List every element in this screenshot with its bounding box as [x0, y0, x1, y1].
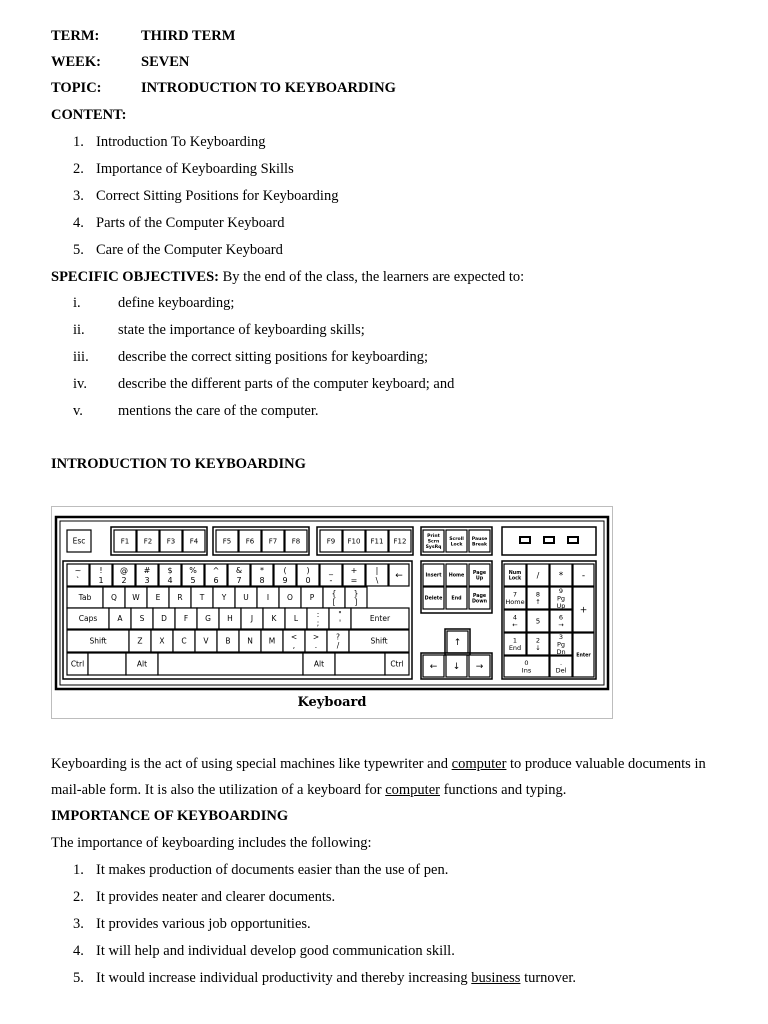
key-shift-label: @: [120, 566, 128, 575]
svg-text:6: 6: [558, 613, 564, 622]
svg-text:Home: Home: [505, 598, 525, 607]
objective-numeral: v.: [73, 403, 83, 419]
svg-text:[: [: [332, 597, 336, 607]
svg-text:W: W: [132, 593, 140, 603]
svg-text:Pause: Pause: [471, 536, 488, 542]
svg-text:←: ←: [512, 621, 518, 630]
keyboard-key: [573, 564, 594, 586]
keyboard-key: [257, 587, 279, 608]
topic-value: INTRODUCTION TO KEYBOARDING: [141, 80, 396, 96]
computer-link[interactable]: computer: [451, 756, 507, 772]
svg-text:F4: F4: [189, 537, 199, 546]
keyboard-key: [469, 564, 490, 586]
section-heading-introduction: INTRODUCTION TO KEYBOARDING: [51, 456, 306, 472]
importance-item: [96, 969, 576, 987]
svg-text:Shift: Shift: [370, 636, 388, 646]
svg-text:Ins: Ins: [521, 666, 532, 675]
keyboard-key: [527, 633, 549, 655]
keyboard-key: [137, 530, 159, 552]
keyboard-key: [446, 530, 467, 552]
keyboard-key: [305, 630, 327, 652]
svg-text:Enter: Enter: [576, 653, 591, 659]
keyboard-key: [239, 530, 261, 552]
keyboard-key: [175, 608, 197, 629]
keyboard-key: [351, 608, 409, 629]
svg-text:Up: Up: [556, 601, 566, 610]
svg-text:→: →: [558, 621, 564, 630]
importance-item-number: 1.: [73, 862, 84, 878]
svg-text:{: {: [331, 588, 337, 598]
key-shift-label: ): [306, 566, 310, 575]
keyboard-key: [320, 530, 342, 552]
importance-item-number: 4.: [73, 943, 84, 959]
paragraph-text: functions and typing.: [439, 782, 567, 798]
keyboard-figure: [51, 506, 613, 719]
svg-text:←: ←: [429, 662, 438, 673]
keyboard-key: [219, 608, 241, 629]
paragraph-line-2: [51, 781, 566, 799]
svg-text:F1: F1: [120, 537, 130, 546]
key-label: =: [350, 576, 358, 585]
svg-text::: :: [316, 609, 320, 619]
svg-text:F12: F12: [393, 537, 407, 546]
svg-text:A: A: [117, 614, 123, 624]
keyboard-key: [550, 633, 572, 656]
key-shift-label: #: [143, 566, 151, 575]
keyboard-key: [303, 653, 335, 675]
keyboard-key: [504, 610, 526, 632]
svg-text:Z: Z: [137, 636, 143, 646]
svg-text:T: T: [199, 593, 205, 603]
svg-text:Del: Del: [555, 666, 567, 675]
importance-item-number: 3.: [73, 916, 84, 932]
key-label: 0: [305, 576, 311, 585]
keyboard-key: [153, 608, 175, 629]
key-shift-label: (: [283, 566, 287, 575]
keyboard-key: [279, 587, 301, 608]
svg-text:↓: ↓: [535, 644, 541, 653]
svg-text:Insert: Insert: [425, 573, 442, 579]
svg-text:H: H: [227, 614, 233, 624]
svg-text:L: L: [293, 614, 299, 624]
svg-text:F: F: [183, 614, 189, 624]
keyboard-key: [173, 630, 195, 652]
keyboard-key: [527, 610, 549, 632]
svg-text:X: X: [159, 636, 165, 646]
svg-text:Y: Y: [221, 593, 227, 603]
keyboard-key: [550, 587, 572, 610]
svg-text:G: G: [205, 614, 211, 624]
importance-item-text: It would increase individual productivity and thereby increasing: [96, 970, 472, 986]
keyboard-key: [307, 608, 329, 629]
keyboard-key: [389, 530, 411, 552]
svg-text:Q: Q: [111, 593, 117, 603]
svg-text:Num: Num: [508, 570, 522, 576]
keyboard-key: [469, 530, 490, 552]
svg-text:1: 1: [512, 636, 518, 645]
key-label: 6: [213, 576, 219, 585]
importance-item: It provides various job opportunities.: [96, 916, 311, 932]
svg-text:/: /: [336, 640, 340, 650]
keyboard-key: [423, 530, 444, 552]
paragraph-text: Keyboarding is the act of using special machines like typewriter and: [51, 756, 452, 772]
content-item: Introduction To Keyboarding: [96, 134, 266, 150]
keyboard-key: [239, 630, 261, 652]
keyboard-key: [469, 655, 490, 677]
svg-text:8: 8: [535, 590, 541, 599]
objective-numeral: i.: [73, 295, 81, 311]
svg-text:I: I: [266, 593, 270, 603]
objective-item: define keyboarding;: [118, 295, 235, 311]
svg-text:": ": [338, 609, 342, 619]
svg-text:Dn: Dn: [556, 647, 566, 656]
content-item-number: 5.: [73, 242, 84, 258]
svg-text:Home: Home: [448, 573, 465, 579]
svg-text:K: K: [271, 614, 277, 624]
svg-text:;: ;: [316, 618, 320, 628]
keyboard-key: [241, 608, 263, 629]
svg-text:D: D: [161, 614, 167, 624]
importance-item: It will help and individual develop good communication skill.: [96, 943, 455, 959]
keyboard-key: [195, 630, 217, 652]
week-value: SEVEN: [141, 54, 190, 70]
svg-text:End: End: [508, 644, 522, 653]
svg-text:5: 5: [535, 617, 541, 626]
svg-text:N: N: [247, 636, 253, 646]
term-label: TERM:: [51, 28, 100, 44]
svg-text:*: *: [558, 571, 564, 582]
svg-text:Tab: Tab: [78, 593, 92, 603]
svg-text:F10: F10: [347, 537, 361, 546]
key-shift-label: *: [260, 566, 264, 575]
svg-text:F8: F8: [291, 537, 301, 546]
keyboard-key: [504, 564, 526, 586]
svg-text:Break: Break: [471, 542, 488, 548]
keyboard-key: [423, 587, 444, 609]
keyboard-key: [109, 608, 131, 629]
keyboard-key: [573, 633, 594, 677]
svg-text:Lock: Lock: [450, 542, 463, 548]
svg-text:<: <: [290, 632, 298, 642]
importance-item-number: 2.: [73, 889, 84, 905]
importance-item-text: turnover.: [520, 970, 577, 986]
svg-text:V: V: [203, 636, 209, 646]
key-shift-label: _: [329, 566, 333, 575]
svg-text:?: ?: [336, 632, 340, 642]
svg-text:S: S: [139, 614, 145, 624]
svg-text:Up: Up: [475, 576, 484, 582]
paragraph-text: to produce valuable documents in: [506, 756, 706, 772]
key-label: 5: [190, 576, 196, 585]
keyboard-key: [343, 530, 365, 552]
keyboard-key: [183, 530, 205, 552]
importance-item: It provides neater and clearer documents.: [96, 889, 336, 905]
svg-text:Scrn: Scrn: [427, 539, 440, 545]
keyboard-key: [423, 564, 444, 586]
keyboard-key: [160, 530, 182, 552]
keyboard-key: [126, 653, 158, 675]
content-item-number: 2.: [73, 161, 84, 177]
keyboard-key: [423, 655, 444, 677]
svg-text:Alt: Alt: [313, 659, 325, 669]
keyboard-key: [527, 564, 549, 586]
keyboard-key: [131, 608, 153, 629]
key-shift-label: +: [350, 566, 358, 575]
key-shift-label: &: [235, 566, 243, 575]
key-label: 8: [259, 576, 265, 585]
keyboard-key: [573, 587, 594, 632]
keyboard-key: [366, 530, 388, 552]
keyboard-key: [349, 630, 409, 652]
svg-text:-: -: [581, 571, 586, 582]
key-label: 3: [144, 576, 150, 585]
importance-item: It makes production of documents easier than the use of pen.: [96, 862, 449, 878]
objective-numeral: ii.: [73, 322, 85, 338]
importance-intro: The importance of keyboarding includes the following:: [51, 835, 372, 851]
indicator-light-icon: [544, 537, 554, 543]
svg-text:Caps: Caps: [78, 614, 98, 624]
keyboard-key: [217, 630, 239, 652]
keyboard-key: [446, 587, 467, 609]
business-link[interactable]: business: [471, 970, 521, 986]
svg-text:Down: Down: [471, 599, 488, 605]
svg-text:Shift: Shift: [89, 636, 107, 646]
svg-text:P: P: [309, 593, 315, 603]
keyboard-key: [147, 587, 169, 608]
svg-text:Esc: Esc: [72, 536, 86, 546]
keyboard-key: [335, 653, 385, 675]
svg-text:]: ]: [354, 597, 358, 607]
term-value: THIRD TERM: [141, 28, 236, 44]
keyboard-key: [114, 530, 136, 552]
svg-text:U: U: [243, 593, 249, 603]
objective-item: describe the different parts of the computer keyboard; and: [118, 376, 455, 392]
content-item-number: 3.: [73, 188, 84, 204]
key-label: 7: [236, 576, 242, 585]
objective-numeral: iv.: [73, 376, 87, 392]
keyboard-key: [67, 530, 91, 552]
svg-text:9: 9: [558, 586, 564, 595]
svg-text:3: 3: [558, 632, 564, 641]
key-shift-label: !: [99, 566, 103, 575]
keyboard-key: [447, 631, 468, 653]
paragraph-text: mail-able form. It is also the utilization of a keyboard for: [51, 782, 386, 798]
keyboard-key: [389, 564, 409, 586]
svg-text:B: B: [225, 636, 231, 646]
content-item-number: 4.: [73, 215, 84, 231]
svg-text:SysRq: SysRq: [425, 545, 442, 551]
svg-text:Ctrl: Ctrl: [390, 659, 404, 669]
keyboard-illustration: [52, 507, 612, 718]
svg-text:}: }: [353, 588, 359, 598]
key-label: `: [76, 576, 80, 585]
svg-text:J: J: [250, 614, 254, 624]
paragraph-line-1: [51, 755, 706, 773]
content-item: Care of the Computer Keyboard: [96, 242, 283, 258]
indicator-light-icon: [520, 537, 530, 543]
indicator-light-icon: [568, 537, 578, 543]
key-label: 1: [98, 576, 104, 585]
content-item-number: 1.: [73, 134, 84, 150]
content-item: Importance of Keyboarding Skills: [96, 161, 294, 177]
svg-text:.: .: [314, 640, 318, 650]
section-heading-importance: IMPORTANCE OF KEYBOARDING: [51, 808, 289, 824]
svg-text:Lock: Lock: [508, 576, 522, 582]
content-heading: CONTENT:: [51, 107, 127, 123]
keyboard-key: [469, 587, 490, 609]
svg-text:↑: ↑: [453, 638, 462, 649]
keyboard-key: [151, 630, 173, 652]
keyboard-key: [385, 653, 409, 675]
svg-text:Delete: Delete: [424, 596, 443, 602]
keyboard-key: [285, 530, 307, 552]
svg-text:F3: F3: [166, 537, 176, 546]
svg-text:Page: Page: [472, 593, 487, 599]
svg-text:R: R: [177, 593, 183, 603]
svg-text:Pg: Pg: [556, 594, 566, 603]
keyboard-key: [67, 608, 109, 629]
keyboard-key: [125, 587, 147, 608]
keyboard-key: [216, 530, 238, 552]
keyboard-key: [191, 587, 213, 608]
svg-text:Ctrl: Ctrl: [70, 659, 85, 669]
svg-text:4: 4: [512, 613, 518, 622]
keyboard-key: [504, 656, 549, 677]
key-shift-label: %: [189, 566, 197, 575]
svg-text:←: ←: [395, 571, 403, 582]
objective-numeral: iii.: [73, 349, 89, 365]
svg-text:M: M: [268, 636, 276, 646]
keyboard-key: [263, 608, 285, 629]
svg-text:O: O: [287, 593, 293, 603]
svg-text:E: E: [155, 593, 161, 603]
keyboard-key: [261, 630, 283, 652]
keyboard-key: [129, 630, 151, 652]
keyboard-key: [158, 653, 303, 675]
content-item: Parts of the Computer Keyboard: [96, 215, 285, 231]
keyboard-key: [283, 630, 305, 652]
keyboard-key: [301, 587, 323, 608]
svg-text:F9: F9: [326, 537, 336, 546]
keyboard-key: [446, 564, 467, 586]
computer-link[interactable]: computer: [385, 782, 440, 798]
svg-text:': ': [338, 618, 342, 628]
svg-text:.: .: [559, 659, 563, 668]
keyboard-key: [235, 587, 257, 608]
keyboard-key: [323, 587, 345, 608]
svg-text:C: C: [181, 636, 187, 646]
key-shift-label: $: [167, 566, 173, 575]
keyboard-key: [527, 587, 549, 609]
key-label: 2: [121, 576, 127, 585]
keyboard-key: [550, 564, 572, 586]
svg-text:F6: F6: [245, 537, 255, 546]
svg-text:Page: Page: [472, 570, 487, 576]
svg-text:→: →: [475, 662, 484, 673]
objectives-intro: By the end of the class, the learners are expected to:: [219, 269, 525, 285]
svg-text:↑: ↑: [535, 598, 541, 607]
keyboard-key: [550, 656, 572, 677]
content-item: Correct Sitting Positions for Keyboarding: [96, 188, 339, 204]
keyboard-key: [67, 630, 129, 652]
objective-item: mentions the care of the computer.: [118, 403, 319, 419]
key-shift-label: ~: [74, 566, 82, 575]
keyboard-key: [197, 608, 219, 629]
svg-text:0: 0: [524, 659, 529, 668]
svg-text:>: >: [312, 632, 320, 642]
importance-item-number: 5.: [73, 970, 84, 986]
topic-label: TOPIC:: [51, 80, 102, 96]
keyboard-key: [103, 587, 125, 608]
svg-text:Pg: Pg: [556, 640, 566, 649]
svg-text:F5: F5: [222, 537, 232, 546]
keyboard-key: [213, 587, 235, 608]
svg-text:/: /: [536, 570, 540, 580]
svg-text:F7: F7: [268, 537, 278, 546]
keyboard-key: [327, 630, 349, 652]
svg-text:Enter: Enter: [369, 614, 391, 624]
week-label: WEEK:: [51, 54, 101, 70]
key-label: \: [375, 576, 379, 585]
svg-text:F11: F11: [370, 537, 384, 546]
key-shift-label: |: [375, 566, 379, 575]
key-label: -: [329, 576, 333, 585]
objective-item: state the importance of keyboarding skills;: [118, 322, 365, 338]
objective-item: describe the correct sitting positions for keyboarding;: [118, 349, 429, 365]
keyboard-key: [345, 587, 367, 608]
svg-text:7: 7: [512, 590, 518, 599]
svg-text:Scroll: Scroll: [449, 536, 464, 542]
keyboard-key: [504, 633, 526, 655]
svg-text:F2: F2: [143, 537, 153, 546]
key-label: 4: [167, 576, 173, 585]
svg-text:2: 2: [535, 636, 541, 645]
svg-text:↓: ↓: [452, 662, 461, 673]
svg-text:+: +: [579, 605, 588, 616]
svg-text:Alt: Alt: [136, 659, 148, 669]
keyboard-key: [285, 608, 307, 629]
keyboard-key: [169, 587, 191, 608]
keyboard-key: [67, 653, 88, 675]
svg-text:End: End: [451, 596, 462, 602]
keyboard-key: [67, 587, 103, 608]
keyboard-key: [550, 610, 572, 632]
keyboard-key: [504, 587, 526, 609]
keyboard-key: [88, 653, 126, 675]
svg-text:,: ,: [292, 640, 296, 650]
objectives-line: [51, 268, 524, 286]
objectives-label: SPECIFIC OBJECTIVES:: [51, 269, 219, 285]
keyboard-key: [446, 655, 467, 677]
keyboard-key: [329, 608, 351, 629]
keyboard-caption: Keyboard: [297, 695, 367, 710]
key-label: 9: [282, 576, 288, 585]
keyboard-key: [262, 530, 284, 552]
svg-text:Print: Print: [427, 534, 440, 540]
key-shift-label: ^: [212, 566, 220, 575]
